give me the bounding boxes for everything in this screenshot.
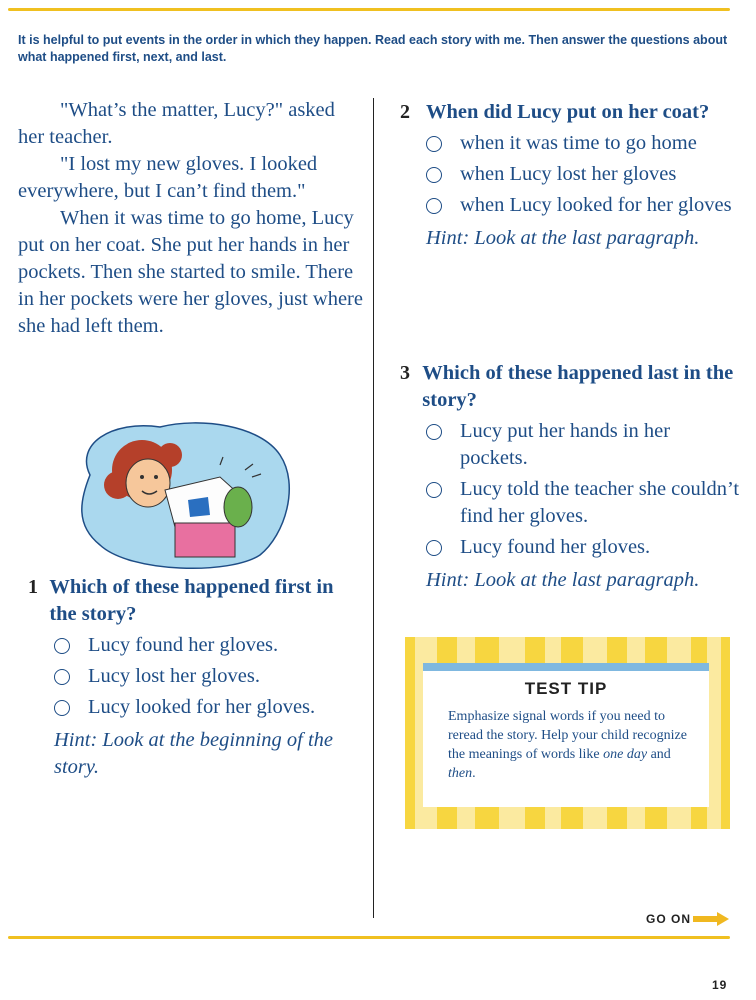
instructions: It is helpful to put events in the order in which they happen. Read each story with me. Then answer the questions about what happened first, next, and last. [18, 33, 728, 64]
answer-option[interactable] [54, 663, 358, 690]
test-tip-box [405, 637, 730, 829]
question-text: Which of these happened first in the story? [49, 576, 334, 625]
question-number: 2 [400, 101, 410, 123]
question-2 [400, 99, 740, 252]
radio-button[interactable] [426, 167, 442, 183]
tip-joiner: and [647, 747, 671, 762]
radio-button[interactable] [426, 482, 442, 498]
tip-title: TEST TIP [524, 679, 608, 698]
radio-button[interactable] [54, 669, 70, 685]
answer-option[interactable] [54, 632, 358, 659]
option-label: Lucy found her gloves. [88, 634, 279, 656]
option-label: Lucy lost her gloves. [88, 665, 260, 687]
question-number: 3 [400, 362, 410, 384]
question-number: 1 [28, 576, 38, 598]
question-3 [400, 360, 740, 594]
page-number: 19 [712, 978, 728, 992]
tip-text [448, 707, 699, 783]
radio-button[interactable] [426, 136, 442, 152]
top-rule [8, 8, 730, 11]
option-label: when Lucy looked for her gloves [460, 194, 732, 216]
lucy-illustration [70, 415, 295, 575]
tip-term: one day [603, 747, 648, 762]
story-paragraph: When it was time to go home, Lucy put on her coat. She put her hands in her pockets. Then she started to smile. There in her pockets were her gloves, just where she had left them. [18, 207, 363, 337]
question-1 [28, 574, 358, 781]
answer-option[interactable] [426, 192, 740, 219]
option-label: when Lucy lost her gloves [460, 163, 677, 185]
column-divider [373, 98, 374, 918]
answer-option[interactable] [426, 418, 740, 472]
answer-option[interactable] [426, 161, 740, 188]
go-on-indicator [646, 912, 729, 926]
story-paragraph: "What’s the matter, Lucy?" asked her teacher. [18, 99, 335, 148]
option-label: Lucy put her hands in her pockets. [460, 420, 671, 469]
story-passage [18, 97, 363, 340]
tip-term: then [448, 766, 473, 781]
answer-option[interactable] [426, 476, 740, 530]
arrow-right-icon [693, 912, 729, 926]
option-label: Lucy found her gloves. [460, 536, 651, 558]
bottom-rule [8, 936, 730, 939]
tip-text-body: Emphasize signal words if you need to reread the story. Help your child recognize the meanings of words like [448, 709, 687, 762]
story-paragraph: "I lost my new gloves. I looked everywhere, but I can’t find them." [18, 153, 318, 202]
answer-option[interactable] [426, 534, 740, 561]
go-on-label: GO ON [646, 912, 692, 926]
radio-button[interactable] [426, 198, 442, 214]
radio-button[interactable] [426, 540, 442, 556]
radio-button[interactable] [426, 424, 442, 440]
question-text: Which of these happened last in the story? [422, 362, 734, 411]
option-label: Lucy told the teacher she couldn’t find her gloves. [460, 478, 740, 527]
option-label: when it was time to go home [460, 132, 697, 154]
radio-button[interactable] [54, 700, 70, 716]
hint-text: Hint: Look at the last paragraph. [426, 227, 700, 249]
answer-option[interactable] [54, 694, 358, 721]
radio-button[interactable] [54, 638, 70, 654]
question-text: When did Lucy put on her coat? [426, 101, 710, 123]
tip-panel [423, 663, 709, 807]
answer-option[interactable] [426, 130, 740, 157]
hint-text: Hint: Look at the beginning of the story. [54, 729, 333, 778]
tip-end: . [472, 766, 476, 781]
option-label: Lucy looked for her gloves. [88, 696, 316, 718]
hint-text: Hint: Look at the last paragraph. [426, 569, 700, 591]
